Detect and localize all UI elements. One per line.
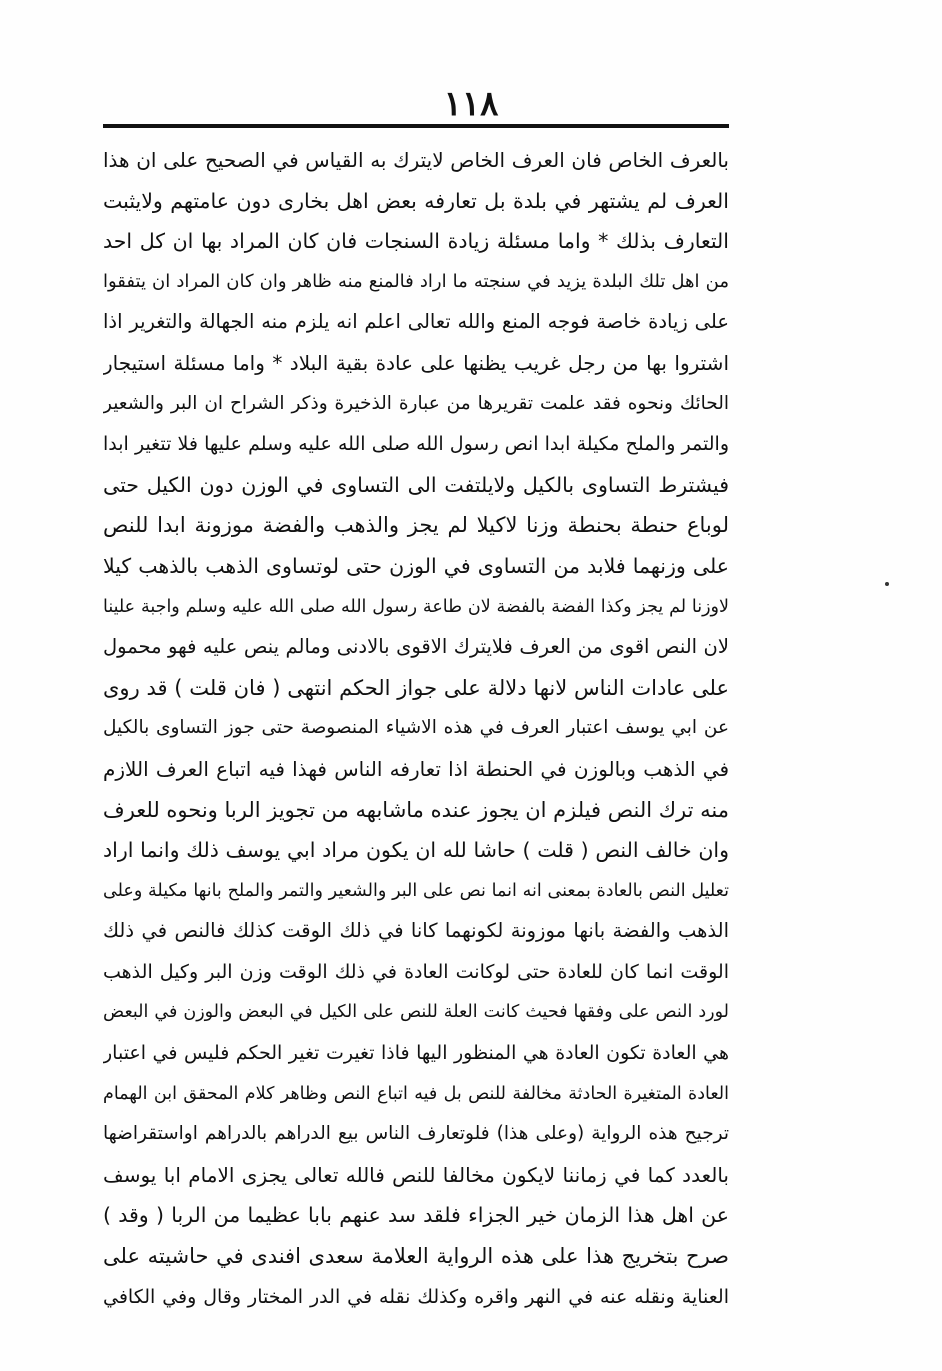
text-line: الوقت انما كان للعادة حتى لوكانت العادة في ذلك الوقت وزن البر وكيل الذهب [103,960,729,983]
text-line: الذهب والفضة بانها موزونة لكونهما كانا في ذلك الوقت كذلك فالنص في ذلك [103,919,729,943]
text-line: على عادات الناس لانها دلالة على جواز الحكم انتهى ( فان قلت ) قد روى [103,675,729,700]
text-line: فيشترط التساوى بالكيل ولايلتفت الى التساوى في الوزن دون الكيل حتى [103,472,729,497]
text-line: على وزنهما فلابد من التساوى في الوزن حتى لوتساوى الذهب بالذهب كيلا [103,553,729,578]
text-line: الحائك ونحوه فقد علمت تقريرها من عبارة الذخيرة وذكر الشراح ان البر والشعير [103,392,729,414]
text-line: عن اهل هذا الزمان خير الجزاء فلقد سد عنهم بابا عظيما من الربا ( وقد ) [103,1203,729,1228]
header-rule [103,124,729,128]
text-line: والتمر والملح مكيلة ابدا انص رسول الله صلى الله عليه وسلم عليها فلا تتغير ابدا [103,433,729,456]
text-line: على زيادة خاصة فوجه المنع والله تعالى اعلم انه يلزم منه الجهالة والتغرير اذا [103,310,729,334]
text-line: لان النص اقوى من العرف فلايترك الاقوى بالادنى ومالم ينص عليه فهو محمول [103,635,729,659]
text-line: التعارف بذلك * واما مسئلة زيادة السنجات فان كان المراد بها ان كل احد [103,229,729,254]
text-line: اشتروا بها من رجل غريب يظنها على عادة بقية البلاد * واما مسئلة استيجار [103,350,729,375]
text-line: لاوزنا لم يجز وكذا الفضة بالفضة لان طاعة رسول الله صلى الله عليه وسلم واجبة علينا [103,596,729,617]
text-line: العادة المتغيرة الحادثة مخالفة للنص بل فيه اتباع النص وظاهر كلام المحقق ابن الهمام [103,1083,729,1104]
text-line: منه ترك النص فيلزم ان يجوز عنده ماشابهه من تجويز الربا ونحوه للعرف [103,797,729,822]
text-line: هي العادة تكون العادة هي المنظور اليها فاذا تغيرت تغير الحكم فليس في اعتبار [103,1042,729,1065]
text-line: العناية ونقله عنه في النهر واقره وكذلك نقله في الدر المختار وقال وفي الكافي [103,1285,729,1308]
text-line: العرف لم يشتهر في بلدة بل تعارفه بعض اهل بخارى دون عامتهم ولايثبت [103,188,729,213]
text-line: في الذهب وبالوزن في الحنطة اذا تعارفه الناس فهذا فيه اتباع العرف اللازم [103,756,729,781]
text-line: ترجيح هذه الرواية (وعلى هذا) فلوتعارف الناس بيع الدراهم بالدراهم اواستقراضها [103,1123,729,1145]
arabic-body-text [103,140,729,1317]
text-line: وان خالف النص ( قلت ) حاشا لله ان يكون مراد ابي يوسف ذلك وانما اراد [103,838,729,863]
margin-dot [885,582,889,586]
text-line: صرح بتخريج هذا على هذه الرواية العلامة سعدى افندى في حاشيته على [103,1244,729,1269]
text-line: من اهل تلك البلدة يزيد في سنجته ما اراد فالمنع منه ظاهر وان كان المراد ان يتفقوا [103,270,729,292]
text-line: لورد النص على وفقها فحيث كانت العلة للنص على الكيل في البعض والوزن في البعض [103,1002,729,1023]
text-line: بالعدد كما في زماننا لايكون مخالفا للنص فالله تعالى يجزى الامام ابا يوسف [103,1162,729,1187]
text-line: لوباع حنطة بحنطة وزنا لاكيلا لم يجز والذهب والفضة موزونة ابدا للنص [103,513,729,538]
text-line: تعليل النص بالعادة بمعنى انه انما نص على البر والشعير والتمر والملح بانها مكيلة وعلى [103,880,729,901]
text-line: عن ابي يوسف اعتبار العرف في هذه الاشياء المنصوصة حتى جوز التساوى بالكيل [103,717,729,739]
text-line: بالعرف الخاص فان العرف الخاص لايترك به القياس في الصحيح على ان هذا [103,148,729,172]
page-number: ١١٨ [443,84,499,124]
